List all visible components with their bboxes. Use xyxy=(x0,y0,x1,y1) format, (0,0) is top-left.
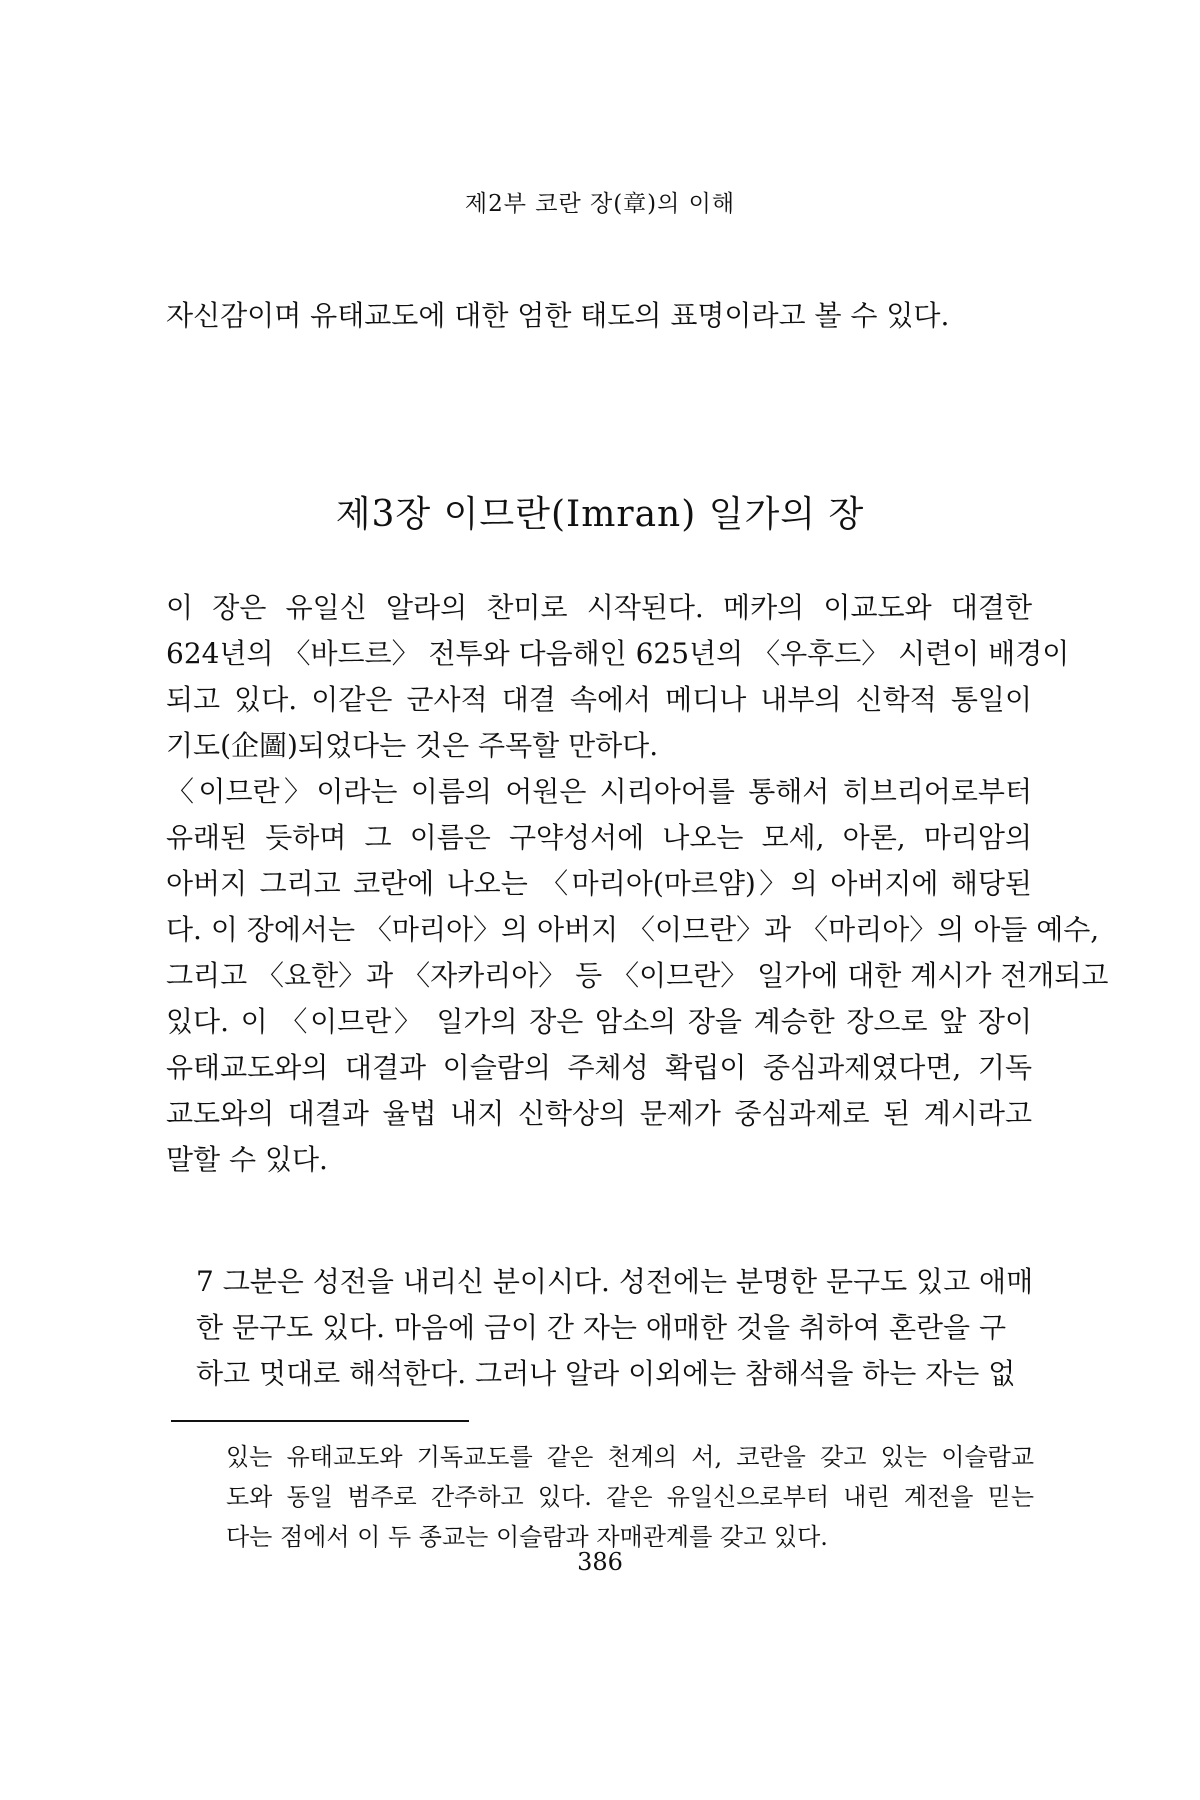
intro-line: 624년의 〈바드르〉 전투와 다음해인 625년의 〈우후드〉 시련이 배경이 xyxy=(166,637,1070,670)
footnote-line: 도와 동일 범주로 간주하고 있다. 같은 유일신으로부터 내린 계전을 믿는 xyxy=(226,1483,1034,1511)
intro-line: 아버지 그리고 코란에 나오는 〈마리아(마르얌)〉의 아버지에 해당된 xyxy=(166,867,1032,900)
intro-line: 다. 이 장에서는 〈마리아〉의 아버지 〈이므란〉과 〈마리아〉의 아들 예수, xyxy=(166,913,1100,946)
footnote-divider xyxy=(171,1420,469,1422)
intro-line: 유태교도와의 대결과 이슬람의 주체성 확립이 중심과제였다면, 기독 xyxy=(166,1051,1032,1084)
verse-line: 한 문구도 있다. 마음에 금이 간 자는 애매한 것을 취하여 혼란을 구 xyxy=(196,1311,1007,1344)
running-header: 제2부 코란 장(章)의 이해 xyxy=(464,191,736,217)
verse-line: 하고 멋대로 해석한다. 그러나 알라 이외에는 참해석을 하는 자는 없 xyxy=(196,1357,1016,1390)
intro-line: 있다. 이 〈이므란〉 일가의 장은 암소의 장을 계승한 장으로 앞 장이 xyxy=(166,1005,1032,1038)
footnote-line: 있는 유태교도와 기독교도를 같은 천계의 서, 코란을 갖고 있는 이슬람교 xyxy=(226,1443,1034,1471)
intro-line: 이 장은 유일신 알라의 찬미로 시작된다. 메카의 이교도와 대결한 xyxy=(166,591,1032,624)
verse-line: 7 그분은 성전을 내리신 분이시다. 성전에는 분명한 문구도 있고 애매 xyxy=(196,1265,1034,1298)
intro-line: 되고 있다. 이같은 군사적 대결 속에서 메디나 내부의 신학적 통일이 xyxy=(166,683,1032,716)
carryover-line: 자신감이며 유태교도에 대한 엄한 태도의 표명이라고 볼 수 있다. xyxy=(166,299,950,332)
page-number: 386 xyxy=(577,1548,623,1576)
intro-line: 그리고 〈요한〉과 〈자카리아〉 등 〈이므란〉 일가에 대한 계시가 전개되고 xyxy=(166,959,1109,992)
intro-line: 〈이므란〉이라는 이름의 어원은 시리아어를 통해서 히브리어로부터 xyxy=(166,775,1032,808)
intro-line: 교도와의 대결과 율법 내지 신학상의 문제가 중심과제로 된 계시라고 xyxy=(166,1097,1032,1130)
intro-line: 말할 수 있다. xyxy=(166,1143,328,1176)
chapter-title: 제3장 이므란(Imran) 일가의 장 xyxy=(335,494,865,535)
footnote-line: 다는 점에서 이 두 종교는 이슬람과 자매관계를 갖고 있다. xyxy=(226,1523,828,1551)
intro-line: 기도(企圖)되었다는 것은 주목할 만하다. xyxy=(166,729,659,762)
intro-line: 유래된 듯하며 그 이름은 구약성서에 나오는 모세, 아론, 마리암의 xyxy=(166,821,1032,854)
